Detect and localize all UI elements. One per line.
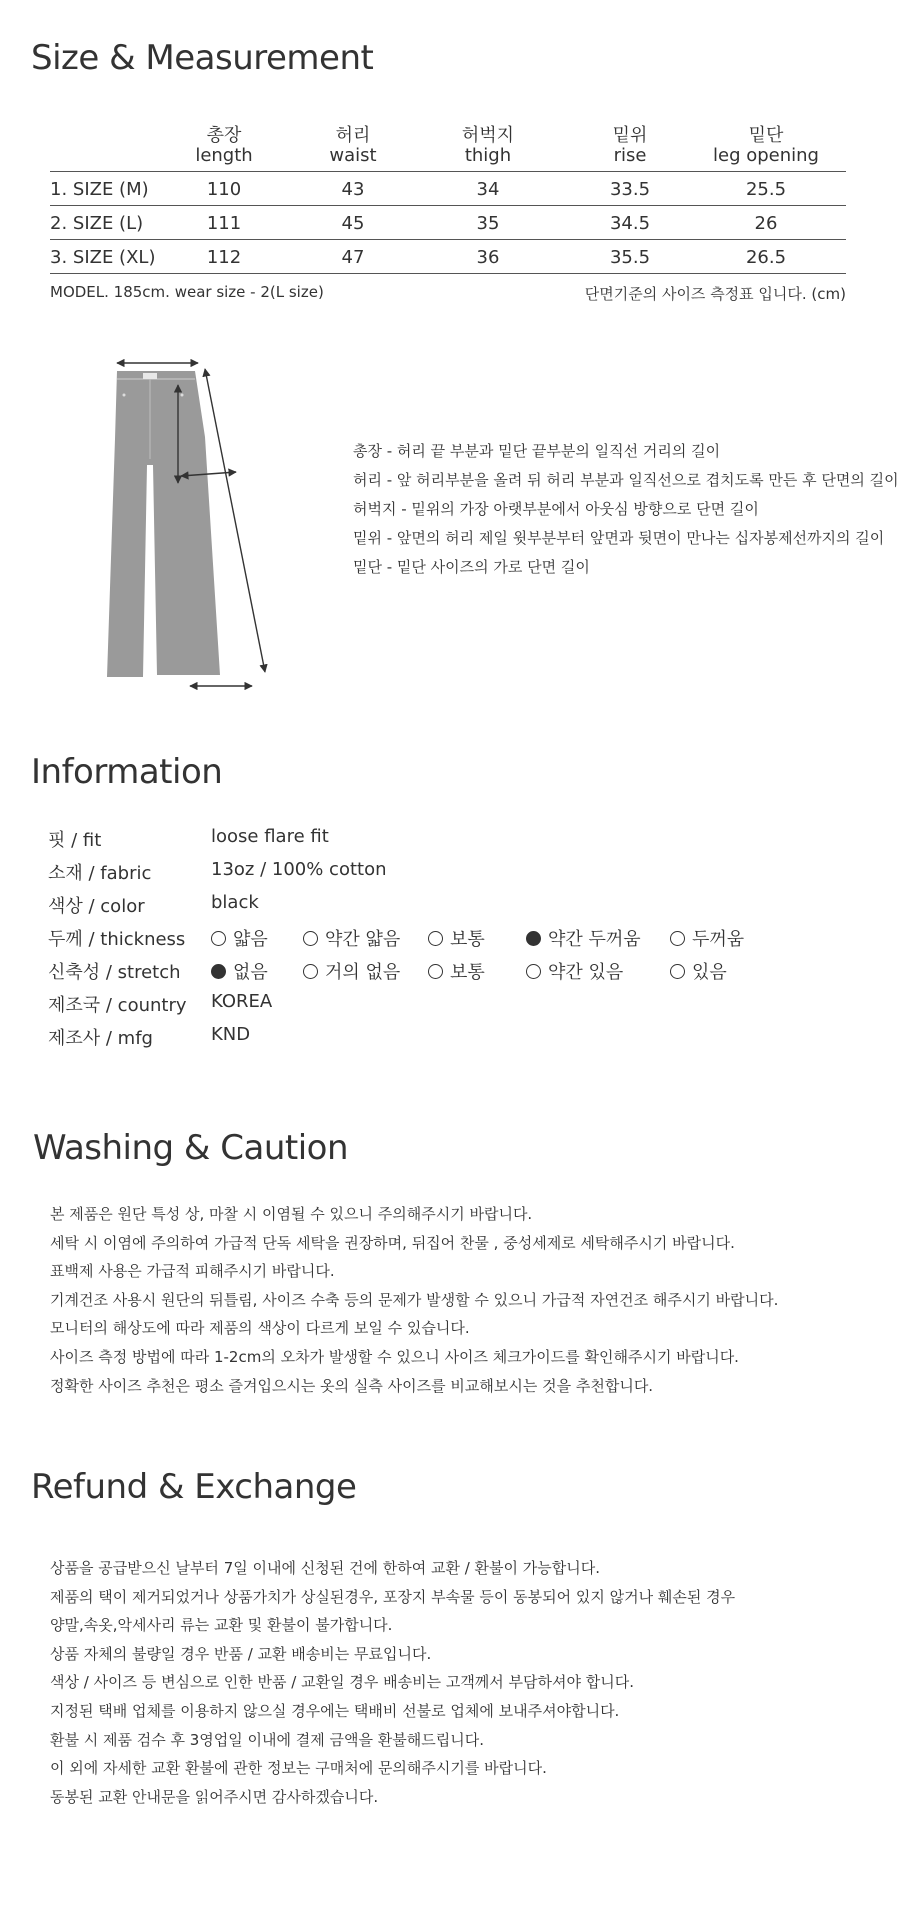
radio-empty-icon (303, 931, 318, 946)
refund-note: 상품 자체의 불량일 경우 반품 / 교환 배송비는 무료입니다. (50, 1644, 432, 1663)
cell-thigh: 35 (476, 213, 500, 234)
thickness-option: 보통 (428, 925, 485, 951)
col-thigh (418, 126, 558, 166)
washing-note: 정확한 사이즈 추천은 평소 즐겨입으시는 옷의 실측 사이즈를 비교해보시는 것을 추천합니다. (50, 1376, 654, 1395)
thickness-option: 얇음 (211, 925, 268, 951)
washing-note: 모니터의 해상도에 따라 제품의 색상이 다르게 보일 수 있습니다. (50, 1319, 470, 1338)
cell-thigh: 36 (476, 247, 500, 268)
info-section-title: Information (31, 752, 223, 792)
washing-note: 기계건조 사용시 원단의 뒤틀림, 사이즈 수축 등의 문제가 발생할 수 있으니 가급적 자연건조 해주시기 바랍니다. (50, 1290, 779, 1309)
refund-note: 이 외에 자세한 교환 환불에 관한 정보는 구매처에 문의해주시기를 바랍니다. (50, 1759, 547, 1778)
washing-note: 본 제품은 원단 특성 상, 마찰 시 이염될 수 있으니 주의해주시기 바랍니다. (50, 1205, 533, 1223)
radio-empty-icon (670, 931, 685, 946)
guide-waist: 허리 - 앞 허리부분을 올려 뒤 허리 부분과 일직선으로 겹치도록 만든 후 단면의 길이 (353, 471, 899, 489)
info-row-country (48, 991, 808, 1024)
cell-waist: 43 (341, 179, 365, 200)
col-leg-opening-en: leg opening (713, 145, 819, 166)
radio-empty-icon (303, 964, 318, 979)
col-thigh-ko: 허벅지 (461, 125, 515, 146)
col-length-en: length (195, 145, 253, 166)
mfg-value: KND (211, 1024, 251, 1045)
unit-note: 단면기준의 사이즈 측정표 입니다. (cm) (584, 285, 846, 303)
washing-notes (50, 1200, 778, 1400)
washing-note: 사이즈 측정 방법에 따라 1-2cm의 오차가 발생할 수 있으니 사이즈 체크가이드를 확인해주시기 바랍니다. (50, 1347, 739, 1366)
washing-note: 세탁 시 이염에 주의하여 가급적 단독 세탁을 권장하며, 뒤집어 찬물 , 중성세제로 세탁해주시기 바랍니다. (50, 1233, 735, 1252)
color-value: black (211, 892, 259, 913)
guide-rise: 밑위 - 앞면의 허리 제일 윗부분부터 앞면과 뒷면이 만나는 십자봉제선까지의 길이 (353, 529, 885, 547)
refund-notes (50, 1554, 735, 1811)
refund-note: 환불 시 제품 검수 후 3영업일 이내에 결제 금액을 환불해드립니다. (50, 1730, 484, 1749)
col-rise-ko: 밑위 (612, 125, 648, 146)
country-label: 제조국 / country (48, 995, 187, 1016)
table-row (50, 172, 846, 206)
cell-rise: 34.5 (609, 213, 651, 234)
guide-leg-opening: 밑단 - 밑단 사이즈의 가로 단면 길이 (353, 558, 590, 576)
size-section-title: Size & Measurement (31, 38, 374, 78)
row-label: 3. SIZE (XL) (50, 247, 156, 268)
cell-rise: 33.5 (609, 179, 651, 200)
cell-length: 111 (206, 213, 242, 234)
refund-section-title: Refund & Exchange (31, 1467, 357, 1507)
radio-filled-icon (211, 964, 226, 979)
size-table-header (50, 118, 846, 172)
stretch-label: 신축성 / stretch (48, 962, 181, 983)
thickness-label: 두께 / thickness (48, 929, 186, 950)
cell-length: 112 (206, 247, 242, 268)
fit-label: 핏 / fit (48, 830, 102, 851)
cell-rise: 35.5 (609, 247, 651, 268)
pants-shape (107, 371, 220, 677)
info-row-fabric (48, 859, 808, 892)
col-waist (283, 126, 423, 166)
info-row-color (48, 892, 808, 925)
refund-note: 색상 / 사이즈 등 변심으로 인한 반품 / 교환일 경우 배송비는 고객께서 부담하셔야 합니다. (50, 1673, 635, 1692)
col-length (154, 126, 294, 166)
row-label: 1. SIZE (M) (50, 179, 149, 200)
size-table (50, 118, 846, 274)
refund-note: 제품의 택이 제거되었거나 상품가치가 상실된경우, 포장지 부속물 등이 동봉되어 있지 않거나 훼손된 경우 (50, 1587, 736, 1606)
pants-measurement-illustration (95, 355, 280, 695)
cell-thigh: 34 (476, 179, 500, 200)
col-rise (560, 126, 700, 166)
cell-leg-opening: 25.5 (745, 179, 787, 200)
country-value: KOREA (211, 991, 273, 1012)
table-row (50, 240, 846, 274)
mfg-label: 제조사 / mfg (48, 1028, 153, 1049)
info-row-mfg (48, 1024, 808, 1057)
washing-section-title: Washing & Caution (33, 1128, 348, 1168)
refund-note: 양말,속옷,악세사리 류는 교환 및 환불이 불가합니다. (50, 1616, 393, 1635)
col-waist-en: waist (329, 145, 377, 166)
refund-note: 지정된 택배 업체를 이용하지 않으실 경우에는 택배비 선불로 업체에 보내주셔야합니다. (50, 1701, 620, 1720)
brand-patch (143, 373, 157, 379)
cell-length: 110 (206, 179, 242, 200)
cell-waist: 45 (341, 213, 365, 234)
col-leg-opening-ko: 밑단 (748, 125, 784, 146)
model-note: MODEL. 185cm. wear size - 2(L size) (50, 283, 324, 301)
col-waist-ko: 허리 (335, 125, 371, 146)
washing-note: 표백제 사용은 가급적 피해주시기 바랍니다. (50, 1262, 335, 1281)
stretch-option: 보통 (428, 958, 485, 984)
radio-empty-icon (211, 931, 226, 946)
cell-leg-opening: 26 (754, 213, 778, 234)
col-thigh-en: thigh (464, 145, 512, 166)
fit-value: loose flare fit (211, 826, 329, 847)
thickness-option: 두꺼움 (670, 925, 744, 951)
info-row-thickness (48, 925, 808, 958)
guide-length: 총장 - 허리 끝 부분과 밑단 끝부분의 일직선 거리의 길이 (353, 442, 721, 460)
radio-empty-icon (428, 931, 443, 946)
measure-guide (353, 437, 899, 582)
fabric-label: 소재 / fabric (48, 863, 152, 884)
refund-note: 상품을 공급받으신 날부터 7일 이내에 신청된 건에 한하여 교환 / 환불이 가능합니다. (50, 1559, 600, 1577)
stretch-option: 거의 없음 (303, 958, 400, 984)
stretch-option: 있음 (670, 958, 727, 984)
cell-waist: 47 (341, 247, 365, 268)
rivet (123, 394, 126, 397)
row-label: 2. SIZE (L) (50, 213, 144, 234)
rivet (181, 394, 184, 397)
thickness-option: 약간 얇음 (303, 925, 400, 951)
info-row-stretch (48, 958, 808, 991)
radio-empty-icon (670, 964, 685, 979)
refund-note: 동봉된 교환 안내문을 읽어주시면 감사하겠습니다. (50, 1787, 379, 1806)
color-label: 색상 / color (48, 896, 145, 917)
fabric-value: 13oz / 100% cotton (211, 859, 387, 880)
col-length-ko: 총장 (206, 125, 242, 146)
col-rise-en: rise (613, 145, 647, 166)
cell-leg-opening: 26.5 (745, 247, 787, 268)
stretch-option-selected: 없음 (211, 958, 268, 984)
col-leg-opening (696, 126, 836, 166)
radio-empty-icon (428, 964, 443, 979)
stretch-option: 약간 있음 (526, 958, 623, 984)
table-row (50, 206, 846, 240)
radio-filled-icon (526, 931, 541, 946)
info-row-fit (48, 826, 808, 859)
guide-thigh: 허벅지 - 밑위의 가장 아랫부분에서 아웃심 방향으로 단면 길이 (353, 500, 759, 518)
radio-empty-icon (526, 964, 541, 979)
thickness-option-selected: 약간 두꺼움 (526, 925, 641, 951)
